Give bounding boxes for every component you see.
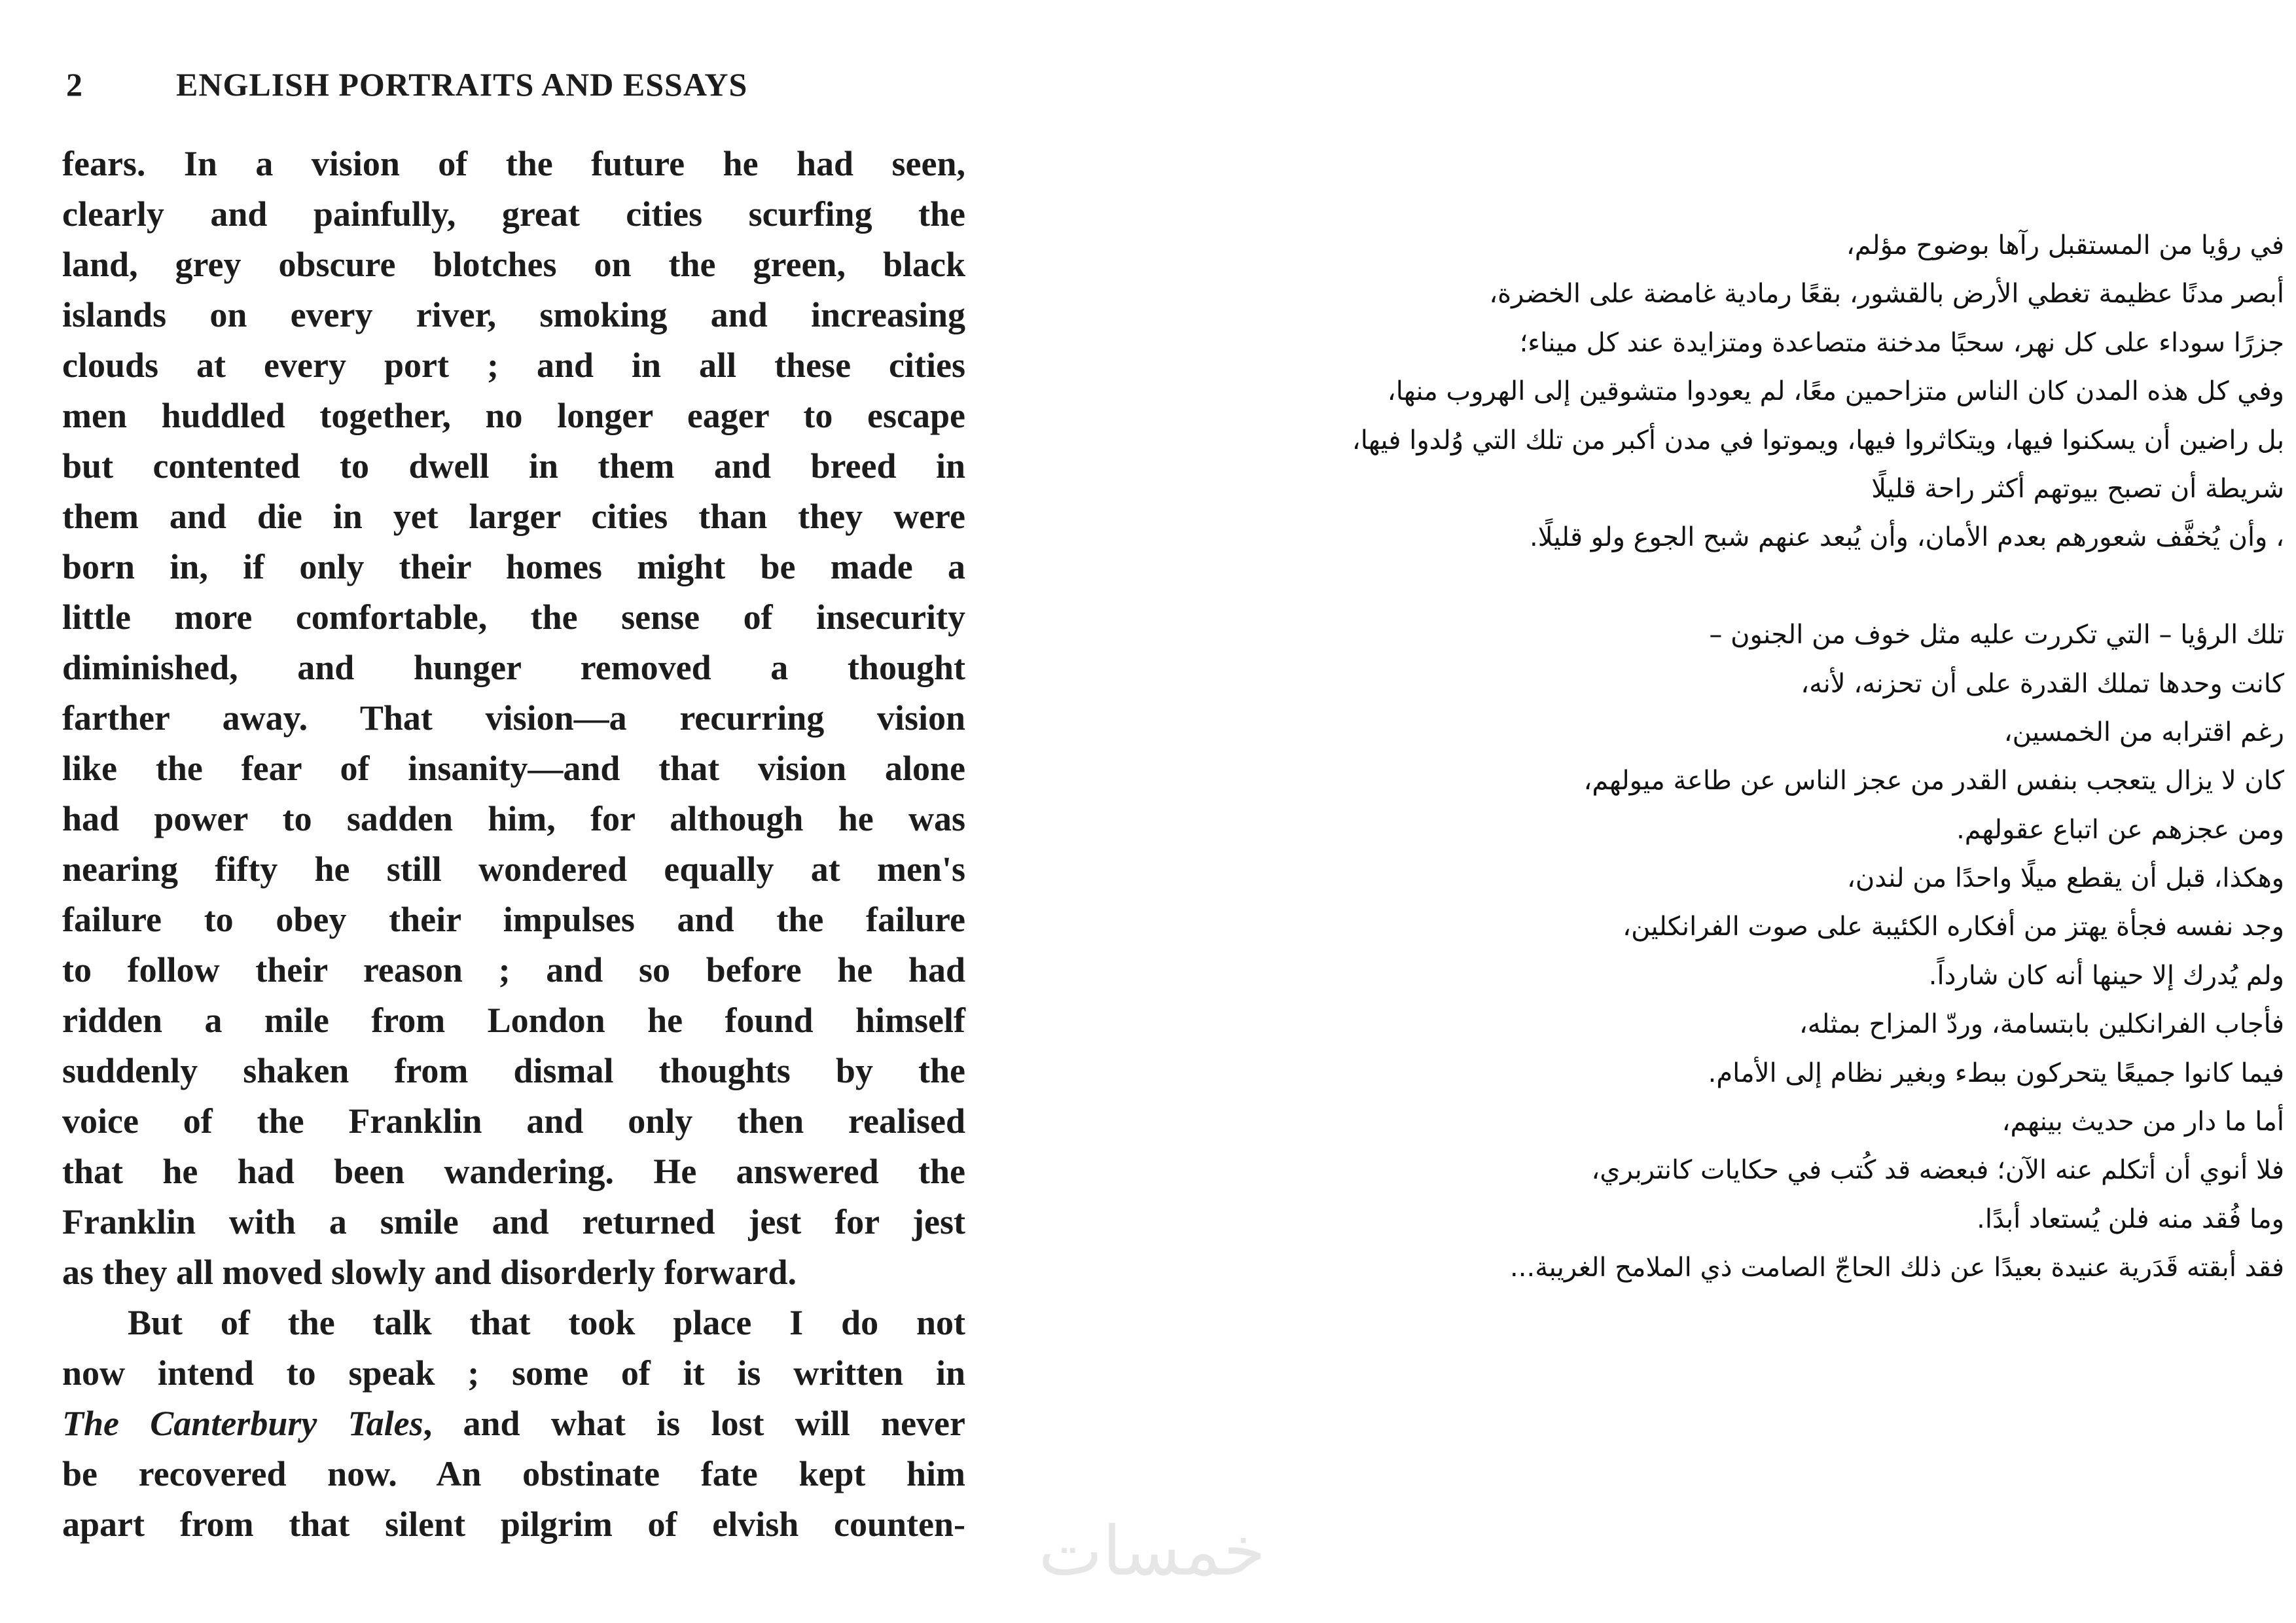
- paragraph-gap: [969, 562, 2284, 611]
- english-line: diminished, and hunger removed a thought: [62, 648, 965, 687]
- english-line-mixed: [62, 1399, 965, 1449]
- page-header: [62, 65, 965, 124]
- arabic-line: بل راضين أن يسكنوا فيها، ويتكاثروا فيها، ويموتوا في مدن أكبر من تلك التي وُلدوا فيها،: [1352, 425, 2284, 455]
- english-line: clearly and painfully, great cities scurfing the: [62, 194, 965, 234]
- english-line: fears. In a vision of the future he had seen,: [62, 144, 965, 183]
- english-line: failure to obey their impulses and the failure: [62, 900, 965, 939]
- arabic-line: فقد أبقته قَدَرية عنيدة بعيدًا عن ذلك الحاجّ الصامت ذي الملامح الغريبة...: [1510, 1253, 2284, 1283]
- english-line: ridden a mile from London he found himself: [62, 1001, 965, 1040]
- english-line: be recovered now. An obstinate fate kept him: [62, 1454, 965, 1493]
- arabic-line: فيما كانوا جميعًا يتحركون ببطء وبغير نظام إلى الأمام.: [1708, 1058, 2284, 1088]
- arabic-line: وجد نفسه فجأة يهتز من أفكاره الكئيبة على صوت الفرانكلين،: [1623, 912, 2284, 942]
- english-line: men huddled together, no longer eager to escape: [62, 396, 965, 435]
- english-line: voice of the Franklin and only then realised: [62, 1101, 965, 1141]
- arabic-line: وما فُقد منه فلن يُستعاد أبدًا.: [1977, 1204, 2284, 1234]
- arabic-line: تلك الرؤيا – التي تكررت عليه مثل خوف من الجنون –: [1709, 620, 2284, 651]
- arabic-line: ومن عجزهم عن اتباع عقولهم.: [1956, 814, 2284, 845]
- english-line: like the fear of insanity—and that vision alone: [62, 749, 965, 788]
- arabic-line: شريطة أن تصبح بيوتهم أكثر راحة قليلًا: [1871, 473, 2284, 504]
- english-line: now intend to speak ; some of it is written in: [62, 1353, 965, 1393]
- english-line: clouds at every port ; and in all these cities: [62, 346, 965, 385]
- english-line: Franklin with a smile and returned jest for jest: [62, 1202, 965, 1241]
- english-line: islands on every river, smoking and increasing: [62, 295, 965, 334]
- arabic-line: ، وأن يُخفَّف شعورهم بعدم الأمان، وأن يُبعد عنهم شبح الجوع ولو قليلًا.: [1530, 522, 2284, 553]
- english-line: had power to sadden him, for although he was: [62, 799, 965, 838]
- arabic-line: جزرًا سوداء على كل نهر، سحبًا مدخنة متصاعدة ومتزايدة عند كل ميناء؛: [1519, 327, 2284, 358]
- watermark-logo: خمسات: [1038, 1511, 1266, 1591]
- english-line: that he had been wandering. He answered the: [62, 1152, 965, 1191]
- arabic-line: فلا أنوي أن أتكلم عنه الآن؛ فبعضه قد كُتب في حكايات كانتربري،: [1591, 1155, 2284, 1186]
- arabic-line: وفي كل هذه المدن كان الناس متزاحمين معًا، لم يعودوا متشوقين إلى الهروب منها،: [1387, 376, 2284, 407]
- arabic-line: كانت وحدها تملك القدرة على أن تحزنه، لأنه،: [1801, 668, 2284, 699]
- english-line: But of the talk that took place I do not: [128, 1303, 965, 1342]
- english-text-block: [62, 139, 965, 1550]
- english-line: suddenly shaken from dismal thoughts by the: [62, 1051, 965, 1090]
- english-line-rest: , and what is lost will never: [423, 1404, 965, 1443]
- arabic-line: رغم اقترابه من الخمسين،: [2003, 717, 2284, 747]
- arabic-line: أبصر مدنًا عظيمة تغطي الأرض بالقشور، بقعًا رمادية غامضة على الخضرة،: [1489, 279, 2284, 310]
- arabic-line: ولم يُدرك إلا حينها أنه كان شارداً.: [1928, 960, 2284, 991]
- english-line: land, grey obscure blotches on the green, black: [62, 245, 965, 284]
- english-line: but contented to dwell in them and breed in: [62, 446, 965, 486]
- book-title-italic: The Canterbury Tales: [62, 1404, 423, 1443]
- english-line: as they all moved slowly and disorderly forward.: [62, 1253, 797, 1292]
- arabic-line: وهكذا، قبل أن يقطع ميلًا واحدًا من لندن،: [1846, 863, 2284, 894]
- english-line: apart from that silent pilgrim of elvish counten-: [62, 1505, 965, 1544]
- english-line: them and die in yet larger cities than they were: [62, 497, 965, 536]
- english-line: little more comfortable, the sense of insecurity: [62, 597, 965, 637]
- page-number: 2: [66, 66, 83, 103]
- english-line: to follow their reason ; and so before he had: [62, 950, 965, 990]
- arabic-line: كان لا يزال يتعجب بنفس القدر من عجز الناس عن طاعة ميولهم،: [1583, 766, 2284, 796]
- running-head: ENGLISH PORTRAITS AND ESSAYS: [176, 66, 748, 103]
- arabic-line: في رؤيا من المستقبل رآها بوضوح مؤلم،: [1846, 230, 2284, 260]
- arabic-translation: [969, 221, 2284, 1293]
- english-line: farther away. That vision—a recurring vision: [62, 698, 965, 738]
- english-line: nearing fifty he still wondered equally at men's: [62, 849, 965, 889]
- english-line: born in, if only their homes might be made a: [62, 547, 965, 586]
- arabic-line: فأجاب الفرانكلين بابتسامة، وردّ المزاح بمثله،: [1799, 1009, 2284, 1040]
- arabic-line: أما ما دار من حديث بينهم،: [2001, 1107, 2284, 1137]
- scanned-book-page: [62, 52, 965, 1564]
